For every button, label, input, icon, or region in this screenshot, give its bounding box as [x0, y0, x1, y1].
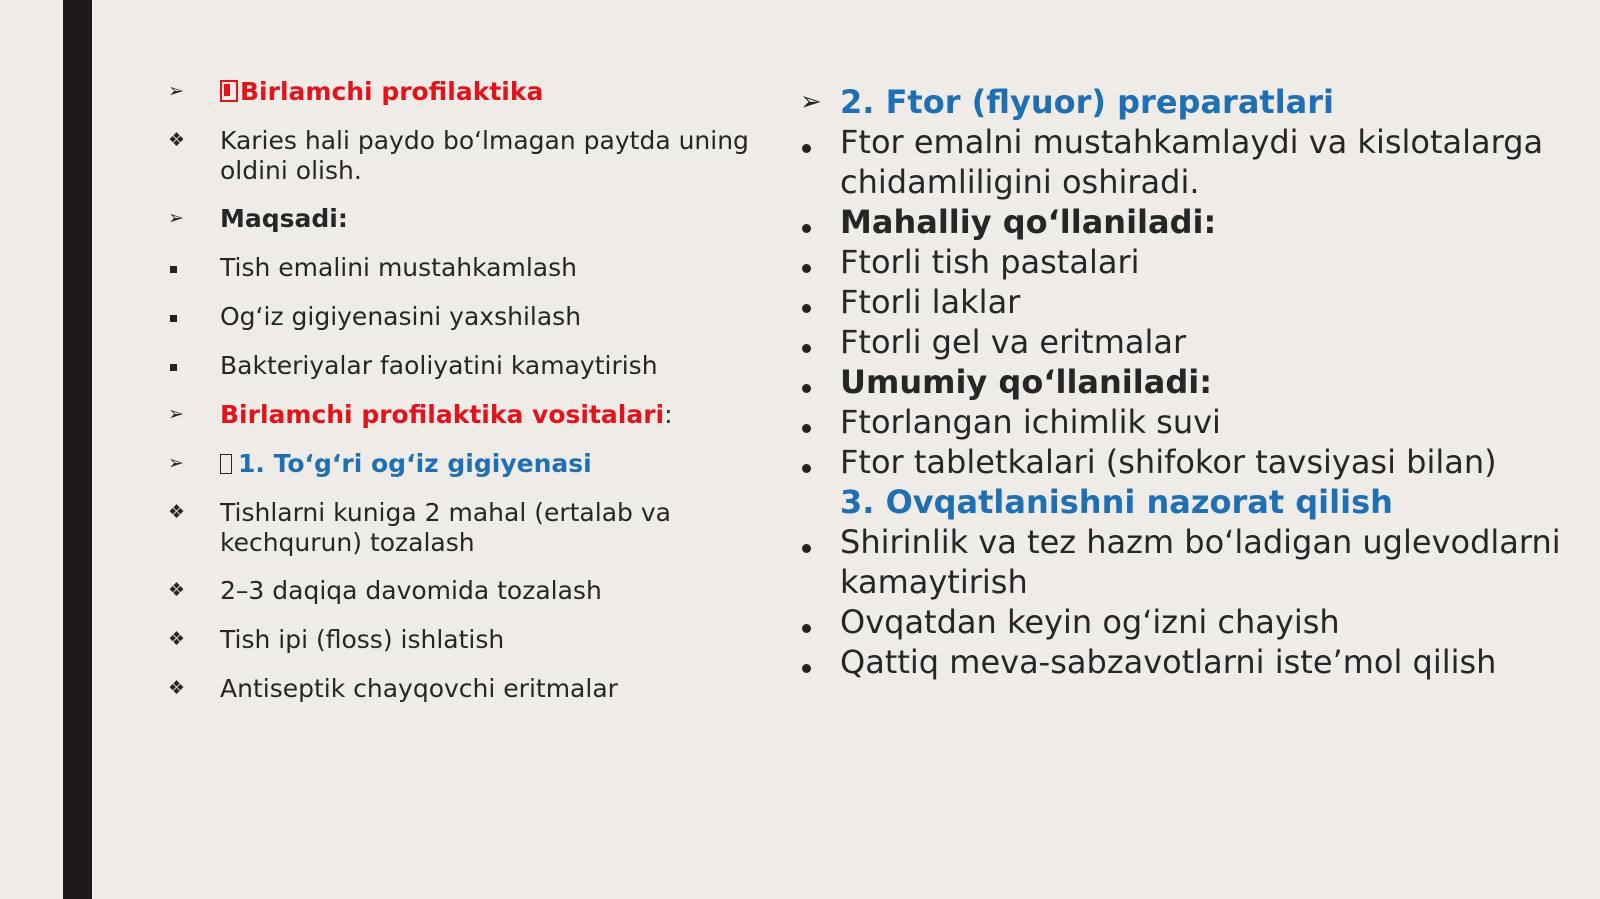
square-bullet-icon — [168, 302, 208, 331]
list-item-text: Tish emalini mustahkamlash — [220, 253, 577, 282]
list-item-text: Ftorli gel va eritmalar — [840, 323, 1187, 361]
side-accent-bar — [63, 0, 92, 899]
list-item-text: Birlamchi profilaktika — [220, 77, 768, 107]
arrow-bullet-icon: ➢ — [168, 452, 184, 474]
diamond-bullet-icon: ❖ — [168, 579, 186, 601]
arrow-bullet-icon: ➢ — [168, 403, 184, 425]
box-glyph-icon — [220, 454, 232, 474]
list-item-text: Tishlarni kuniga 2 mahal (ertalab va kechqurun) tozalash — [220, 498, 671, 557]
list-item-text: Tish ipi (floss) ishlatish — [220, 625, 505, 654]
diamond-bullet-icon: ❖ — [168, 501, 186, 523]
square-bullet-icon — [168, 253, 208, 282]
list-item-text: Ftorlangan ichimlik suvi — [840, 403, 1221, 441]
list-item-text: Karies hali paydo bo‘lmagan paytda uning oldini olish. — [220, 126, 749, 185]
diamond-bullet-icon: ❖ — [168, 628, 186, 650]
bullet-dot-icon — [800, 122, 830, 162]
list-item-text: Ftorli tish pastalari — [840, 243, 1140, 281]
bullet-dot-icon — [800, 322, 830, 362]
list-item-text: Ftor emalni mustahkamlaydi va kislotalarga chidamliligini oshiradi. — [840, 123, 1544, 201]
list-item-text: Og‘iz gigiyenasini yaxshilash — [220, 302, 582, 331]
bullet-dot-icon — [800, 642, 830, 682]
list-item-text: Mahalliy qo‘llaniladi: — [840, 203, 1217, 241]
diamond-bullet-icon: ❖ — [168, 677, 186, 699]
list-item-text: Ovqatdan keyin og‘izni chayish — [840, 603, 1340, 641]
bullet-dot-icon — [800, 402, 830, 442]
list-item-text: Antiseptik chayqovchi eritmalar — [220, 674, 618, 703]
bullet-dot-icon — [800, 602, 830, 642]
bullet-dot-icon — [800, 522, 830, 562]
box-glyph-icon — [220, 80, 238, 102]
list-item-text: Bakteriyalar faoliyatini kamaytirish — [220, 351, 658, 380]
arrow-bullet-icon: ➢ — [800, 87, 822, 117]
bullet-dot-icon — [800, 202, 830, 242]
square-bullet-icon — [168, 351, 208, 380]
list-item-text: Umumiy qo‘llaniladi: — [840, 363, 1212, 401]
bullet-dot-icon — [800, 442, 830, 482]
list-item-text: Qattiq meva-sabzavotlarni iste’mol qilish — [840, 643, 1497, 681]
list-item-text: Birlamchi profilaktika vositalari: — [220, 400, 673, 429]
list-item-text: Maqsadi: — [220, 204, 348, 233]
list-item-text: Ftor tabletkalari (shifokor tavsiyasi bilan) — [840, 443, 1497, 481]
list-item-text: Shirinlik va tez hazm bo‘ladigan uglevodlarni kamaytirish — [840, 523, 1561, 601]
arrow-bullet-icon: ➢ — [168, 207, 184, 229]
diamond-bullet-icon: ❖ — [168, 129, 186, 151]
bullet-dot-icon — [800, 362, 830, 402]
section-heading: 2. Ftor (flyuor) preparatlari — [840, 83, 1335, 121]
section-heading: 3. Ovqatlanishni nazorat qilish — [840, 483, 1393, 521]
list-item-text: 1. To‘g‘ri og‘iz gigiyenasi — [220, 449, 768, 479]
list-item-text: 2–3 daqiqa davomida tozalash — [220, 576, 602, 605]
bullet-dot-icon — [800, 242, 830, 282]
list-item-text: Ftorli laklar — [840, 283, 1021, 321]
arrow-bullet-icon: ➢ — [168, 80, 184, 102]
bullet-dot-icon — [800, 282, 830, 322]
